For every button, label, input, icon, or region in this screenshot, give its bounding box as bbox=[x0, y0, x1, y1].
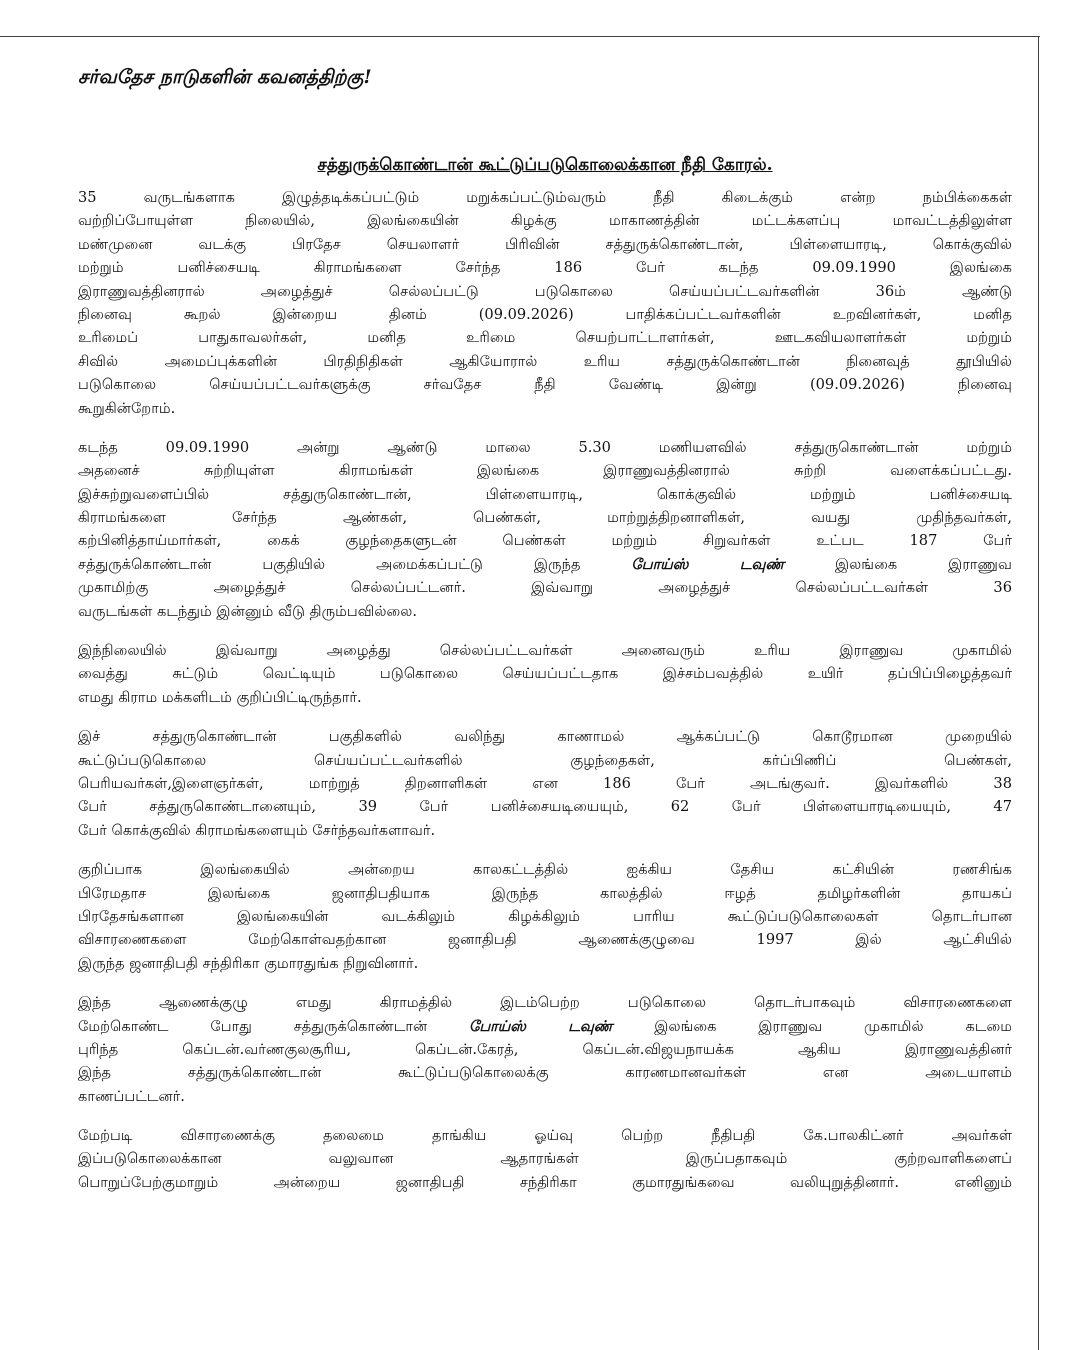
text-line: நினைவு கூறல் இன்றைய தினம் (09.09.2026) பாதிக்கப்பட்டவர்களின் உறவினர்கள், மனித bbox=[78, 305, 1012, 323]
text-line: கிராமங்களை சேர்ந்த ஆண்கள், பெண்கள், மாற்றுத்திறனாளிகள், வயது முதிந்தவர்கள், bbox=[78, 509, 1012, 527]
text-line: வருடங்கள் கடந்தும் இன்னும் வீடு திரும்பவில்லை. bbox=[78, 602, 418, 620]
page-border-right bbox=[1038, 36, 1039, 1350]
text-line: பிரதேசங்களான இலங்கையின் வடக்கிலும் கிழக்கிலும் பாரிய கூட்டுப்படுகொலைகள் தொடர்பான bbox=[78, 907, 1012, 925]
text-run: மேற்கொண்ட போது சத்துருக்கொண்டான் bbox=[78, 1017, 469, 1035]
text-line: வற்றிப்போயுள்ள நிலையில், இலங்கையின் கிழக்கு மாகாணத்தின் மட்டக்களப்பு மாவட்டத்திலுள்ள bbox=[78, 212, 1012, 230]
text-line: இராணுவத்தினரால் அழைத்துச் செல்லப்பட்டு படுகொலை செய்யப்பட்டவர்களின் 36ம் ஆண்டு bbox=[78, 282, 1012, 300]
text-line: இப்படுகொலைக்கான வலுவான ஆதாரங்கள் இருப்பதாகவும் குற்றவாளிகளைப் bbox=[78, 1150, 1012, 1168]
text-line: மேற்படி விசாரணைக்கு தலைமை தாங்கிய ஓய்வு பெற்ற நீதிபதி கே.பாலகிட்னர் அவர்கள் bbox=[78, 1127, 1012, 1145]
camp-name-emphasis: போய்ஸ் டவுண் bbox=[468, 1017, 613, 1035]
page-border-top bbox=[0, 36, 1040, 37]
text-line: இந்த சத்துருக்கொண்டான் கூட்டுப்படுகொலைக்கு காரணமானவர்கள் என அடையாளம் bbox=[78, 1064, 1012, 1082]
text-line: விசாரணைகளை மேற்கொள்வதற்கான ஜனாதிபதி ஆணைக்குழுவை 1997 இல் ஆட்சியில் bbox=[78, 931, 1012, 949]
document-heading: சத்துருக்கொண்டான் கூட்டுப்படுகொலைக்கான நீதி கோரல். bbox=[317, 155, 773, 175]
text-line: இச் சத்துருகொண்டான் பகுதிகளில் வலிந்து காணாமல் ஆக்கப்பட்டு கொடூரமான முறையில் bbox=[78, 728, 1012, 746]
text-line: சிவில் அமைப்புக்களின் பிரதிநிதிகள் ஆகியோரால் உரிய சத்துருக்கொண்டான் நினைவுத் தூபியில் bbox=[78, 352, 1012, 370]
text-line: கடந்த 09.09.1990 அன்று ஆண்டு மாலை 5.30 மணியளவில் சத்துருகொண்டான் மற்றும் bbox=[78, 438, 1012, 456]
text-line: அதனைச் சுற்றியுள்ள கிராமங்கள் இலங்கை இராணுவத்தினரால் சுற்றி வளைக்கப்பட்டது. bbox=[78, 462, 1012, 480]
text-line: இருந்த ஜனாதிபதி சந்திரிகா குமாரதுங்க நிறுவினார். bbox=[78, 954, 419, 972]
text-line: பிரேமதாச இலங்கை ஜனாதிபதியாக இருந்த காலத்தில் ஈழத் தமிழர்களின் தாயகப் bbox=[78, 884, 1012, 902]
paragraph-1 bbox=[78, 186, 1012, 420]
text-line: இந்த ஆணைக்குழு எமது கிராமத்தில் இடம்பெற்ற படுகொலை தொடர்பாகவும் விசாரணைகளை bbox=[78, 994, 1012, 1012]
paragraph-2 bbox=[78, 436, 1012, 623]
text-line: பொறுப்பேற்குமாறும் அன்றைய ஜனாதிபதி சந்திரிகா குமாரதுங்கவை வலியுறுத்தினார். எனினும் bbox=[78, 1173, 1012, 1191]
paragraph-6 bbox=[78, 991, 1012, 1108]
text-line: இந்நிலையில் இவ்வாறு அழைத்து செல்லப்பட்டவர்கள் அனைவரும் உரிய இராணுவ முகாமில் bbox=[78, 642, 1012, 660]
text-line: கூறுகின்றோம். bbox=[78, 399, 176, 417]
text-line: காணப்பட்டனர். bbox=[78, 1087, 185, 1105]
paragraph-3 bbox=[78, 639, 1012, 709]
document-body bbox=[78, 62, 1012, 1210]
text-line-with-emphasis bbox=[78, 553, 1012, 576]
text-line: இச்சுற்றுவளைப்பில் சத்துருகொண்டான், பிள்ளையாரடி, கொக்குவில் மற்றும் பனிச்சையடி bbox=[78, 485, 1012, 503]
paragraph-4 bbox=[78, 725, 1012, 842]
text-line: பேர் கொக்குவில் கிராமங்களையும் சேர்ந்தவர்களாவர். bbox=[78, 821, 436, 839]
text-line: படுகொலை செய்யப்பட்டவர்களுக்கு சர்வதேச நீதி வேண்டி இன்று (09.09.2026) நினைவு bbox=[78, 376, 1012, 394]
paragraph-7 bbox=[78, 1124, 1012, 1194]
text-run: இலங்கை இராணுவ முகாமில் கடமை bbox=[612, 1017, 1012, 1035]
text-run: சத்துருக்கொண்டான் பகுதியில் அமைக்கப்பட்டு இருந்த bbox=[78, 555, 632, 573]
camp-name-emphasis: போய்ஸ் டவுண் bbox=[631, 555, 785, 573]
text-line: வைத்து சுட்டும் வெட்டியும் படுகொலை செய்யப்பட்டதாக இச்சம்பவத்தில் உயிர் தப்பிப்பிழைத்தவர் bbox=[78, 665, 1012, 683]
text-line: முகாமிற்கு அழைத்துச் செல்லப்பட்டனர். இவ்வாறு அழைத்துச் செல்லப்பட்டவர்கள் 36 bbox=[78, 579, 1012, 597]
text-line: உரிமைப் பாதுகாவலர்கள், மனித உரிமை செயற்பாட்டாளர்கள், ஊடகவியலாளர்கள் மற்றும் bbox=[78, 329, 1012, 347]
text-line: கூட்டுப்படுகொலை செய்யப்பட்டவர்களில் குழந்தைகள், கர்ப்பிணிப் பெண்கள், bbox=[78, 751, 1012, 769]
text-line: கற்பினித்தாய்மார்கள், கைக் குழந்தைகளுடன் பெண்கள் மற்றும் சிறுவர்கள் உட்பட 187 பேர் bbox=[78, 532, 1012, 550]
salutation: சர்வதேச நாடுகளின் கவனத்திற்கு! bbox=[78, 66, 372, 88]
text-line: மண்முனை வடக்கு பிரதேச செயலாளர் பிரிவின் சத்துருக்கொண்டான், பிள்ளையாரடி, கொக்குவில் bbox=[78, 235, 1012, 253]
paragraph-5 bbox=[78, 858, 1012, 975]
text-line: மற்றும் பனிச்சையடி கிராமங்களை சேர்ந்த 186 பேர் கடந்த 09.09.1990 இலங்கை bbox=[78, 259, 1012, 277]
text-line: புரிந்த கெப்டன்.வர்ணகுலசூரிய, கெப்டன்.கேரத், கெப்டன்.விஜயநாயக்க ஆகிய இராணுவத்தினர் bbox=[78, 1040, 1012, 1058]
text-line: பெரியவர்கள்,இளைஞர்கள், மாற்றுத் திறனாளிகள் என 186 பேர் அடங்குவர். இவர்களில் 38 bbox=[78, 774, 1012, 792]
text-run: இலங்கை இராணுவ bbox=[784, 555, 1012, 573]
text-line: எமது கிராம மக்களிடம் குறிப்பிட்டிருந்தார். bbox=[78, 688, 362, 706]
text-line: குறிப்பாக இலங்கையில் அன்றைய காலகட்டத்தில் ஐக்கிய தேசிய கட்சியின் ரணசிங்க bbox=[78, 861, 1012, 879]
text-line-with-emphasis bbox=[78, 1015, 1012, 1038]
text-line: பேர் சத்துருகொண்டானையும், 39 பேர் பனிச்சையடியையும், 62 பேர் பிள்ளையாரடியையும், 47 bbox=[78, 798, 1012, 816]
text-line: 35 வருடங்களாக இழுத்தடிக்கப்பட்டும் மறுக்கப்பட்டும்வரும் நீதி கிடைக்கும் என்ற நம்பிக்கைகள் bbox=[78, 189, 1012, 206]
